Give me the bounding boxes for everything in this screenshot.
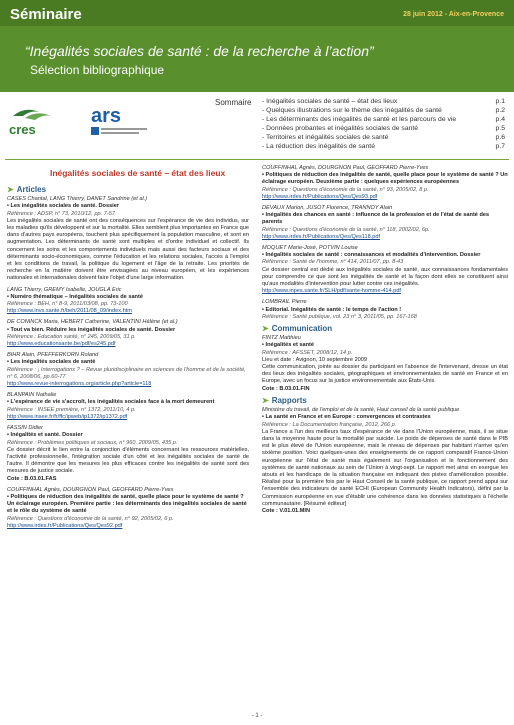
- entry-cote: Cote : B.03.01.FIN: [262, 385, 310, 392]
- list-item: [262, 299, 508, 321]
- entry-link[interactable]: http://www.irdes.fr/Publications/Qes/Qes93.pdf: [262, 193, 378, 200]
- list-item: [7, 287, 249, 316]
- event-date: 28 juin 2012 - Aix-en-Provence: [403, 11, 504, 18]
- entry-authors: BLANPAIN Nathalie: [7, 392, 57, 399]
- entry-title: • Tout va bien. Réduire les inégalités sociales de santé. Dossier: [7, 326, 176, 333]
- sommaire-list: [262, 97, 505, 151]
- section-title: Inégalités sociales de santé – état des lieux: [50, 168, 226, 178]
- arrow-icon: ➤: [262, 324, 269, 334]
- entry-authors: CASES Chantal, LANG Thierry, DANET Sandrine (et al.): [7, 196, 148, 203]
- entry-reference: Référence : Questions d'économie de la santé, n° 92, 2005/02, 6 p.: [7, 515, 174, 522]
- toc-item[interactable]: - Inégalités sociales de santé – état des lieux p.1: [262, 98, 505, 105]
- arrow-icon: ➤: [7, 185, 14, 194]
- entry-abstract: Cette communication, jointe au dossier du participant en l'absence de l'intervenant, dresse un état des lieux des inégalités sociales, géographiques et environnementales de santé en France et en Europe, avec un focus sur la justice environnementale aux États-Unis.: [262, 364, 508, 385]
- entry-title: • Les inégalités sociales de santé: [7, 359, 96, 366]
- list-item: [7, 352, 249, 388]
- entry-cote: Cote : B.03.01.FAS: [7, 475, 57, 482]
- list-item: [7, 319, 249, 348]
- toc-item[interactable]: - Données probantes et inégalités sociales de santé p.5: [262, 125, 505, 132]
- right-column: [262, 165, 508, 519]
- toc-item[interactable]: - La réduction des inégalités de santé p.7: [262, 143, 505, 150]
- entry-cote: Cote : V.01.01.MIN: [262, 507, 310, 514]
- entry-reference: Référence : Questions d'économie de la santé, n° 118, 2002/02, 6p.: [262, 226, 430, 233]
- articles-heading: ➤ Articles: [7, 185, 47, 194]
- list-item: [262, 407, 508, 515]
- logos: [5, 100, 165, 144]
- entry-reference: Référence : Santé publique, vol. 23 n° 3, 2011/05, pp. 167-168: [262, 313, 417, 320]
- entry-link[interactable]: http://www.irdes.fr/Publications/Qes/Qes118.pdf: [262, 233, 381, 240]
- entry-reference: Référence : ADSP, n° 73, 2010/12, pp. 7-57: [7, 210, 115, 217]
- entry-title: • Numéro thématique – Inégalités sociales de santé: [7, 293, 143, 300]
- entry-authors: LOMBRAIL Pierre: [262, 299, 307, 306]
- entry-authors: FASSIN Didier: [7, 425, 43, 432]
- list-item: [262, 335, 508, 393]
- entry-title: • Inégalités sociales de santé : connaissances et modalités d'intervention. Dossier: [262, 252, 481, 259]
- arrow-icon: ➤: [262, 395, 269, 405]
- entry-title: • Les inégalités sociales de santé. Dossier: [7, 203, 120, 210]
- entry-title: • Politiques de réduction des inégalités de santé, quelle place pour le système de santé ? Un éclairage européen. Première partie : les déterminants des inégalités sociales de santé et le rôle du système de santé: [7, 493, 247, 515]
- entry-reference: Référence : Santé de l'homme, n° 414, 2011/07, pp. 8-43: [262, 259, 404, 266]
- entry-title: • Editorial. Inégalités de santé : le temps de l'action !: [262, 306, 402, 313]
- entry-link[interactable]: http://www.irdes.fr/Publications/Qes/Qes92.pdf: [7, 522, 123, 529]
- entry-reference: Référence : BEH, n° 8-9, 2011/03/08, pp. 73-100: [7, 301, 128, 308]
- entry-abstract: Ce dossier décrit le lien entre la conjonction d'éléments concernant les ressources matérielles, l'activité professionnelle, l'intégration sociale d'un côté et les inégalités sociales de santé de l'autre. Il démontre que les mesures les plus efficaces contre les inégalités de santé sont des mesures de justice sociale.: [7, 446, 249, 475]
- entry-link[interactable]: http://www.educationsante.be/pdf/es245.pdf: [7, 341, 116, 348]
- divider: [5, 159, 509, 160]
- entry-authors: DEVAUX Marion, JUSOT Florence, TRANNOY Alain: [262, 205, 393, 212]
- entry-title: • Inégalités et santé: [262, 342, 315, 349]
- seminaire-label: Séminaire: [10, 6, 82, 23]
- list-item: [7, 425, 249, 483]
- entry-abstract: La France a l'un des meilleurs taux d'espérance de vie dans l'Union européenne, mais, il se situe dans la moyenne haute pour la mortalité par suicide. Le poids de dépenses de santé dans le PIB est le plus élevé de l'Union européenne, mais le niveau de dépenses par habitant n'arrive qu'en sixième position. Voici quelques-unes des enseignements de ce rapport comparatif France-Union européenne sur l'état de santé mais également sur l'organisation et le fonctionnement des systèmes de santé nationaux au sein de l'Union à vingt-sept. Le rapport met ainsi en exergue les atouts et les handicaps de la situation française en indiquant des pistes d'amélioration possible. Réalisé pour la première fois par le Haut Conseil de la santé publique, ce rapport prend appui sur l'ensemble des indicateurs de santé ECHI (European Community Health Indicators), défini par la Commission européenne en vue d'établir une cohérence dans les données statistiques à l'échelle communautaire. [Résumé éditeur]: [262, 428, 508, 507]
- entry-title: • La santé en France et en Europe : convergences et contrastes: [262, 414, 431, 421]
- entry-reference: Référence : ¡ Interrogations ? – Revue pluridisciplinaire en sciences de l'homme et de la société, n° 6, 2008/06, pp.60-77: [7, 366, 246, 380]
- entry-reference: Référence : La Documentation française, 2012, 266 p.: [262, 421, 397, 428]
- rapports-heading: ➤ Rapports: [262, 395, 307, 405]
- entry-authors: COUFFINHAL Agnès, DOURGNON Paul, GEOFFARD Pierre-Yves: [7, 486, 174, 493]
- ars-logo: [87, 100, 153, 140]
- entry-title: • Politiques de réduction des inégalités de santé, quelle place pour le système de santé ? Un éclairage européen. Deuxième partie : quelques expériences européennes: [262, 172, 508, 186]
- entry-link[interactable]: http://www.revue-interrogations.org/article.php?article=118: [7, 381, 152, 388]
- entry-link[interactable]: http://www.insee.fr/fr/ffc/ipweb/ip1372/ip1372.pdf: [7, 413, 128, 420]
- entry-reference: Référence : AFSSET, 2008/12, 14 p.: [262, 349, 353, 356]
- entry-reference: Référence : Questions d'économie de la santé, n° 93, 2005/02, 8 p.: [262, 186, 429, 193]
- entry-link[interactable]: http://www.invs.sante.fr/beh/2011/08_09/index.htm: [7, 308, 132, 315]
- entry-authors: LANG Thierry, GREMY Isabelle, JOUGLA Eric: [7, 286, 122, 293]
- list-item: [7, 392, 249, 421]
- entry-reference: Référence : Education santé, n° 245, 2009/05, 31 p.: [7, 333, 136, 340]
- list-item: [7, 487, 249, 530]
- entry-reference: Référence : Problèmes politiques et sociaux, n° 960, 2009/05, 435 p.: [7, 439, 178, 446]
- cres-logo: [5, 102, 60, 138]
- entry-authors: BIHR Alain, PFEFFERKORN Roland: [7, 352, 99, 359]
- entry-reference: Référence : INSEE première, n° 1372, 2011/10, 4 p.: [7, 406, 136, 413]
- entry-abstract: Les inégalités sociales de santé ont des conséquences sur l'espérance de vie des individus, sur les maladies qu'ils développent et sur la mortalité. Elles semblent plus importantes en France que dans d'autres pays européens, touchent plus spécifiquement la population masculine, et sont en augmentation. Les déterminants de santé sont multiples et d'ordre individuel et collectif. Ils concernent les soins et les comportements individuels mais aussi des facteurs sociaux et des déterminants socio-économiques, comme l'éducation et les relations sociales, l'accès à l'emploi et les conditions de travail, la politique du logement et l'âge de la retraite. Les priorités de recherche en la matière doivent être envisagées au niveau européen, et les expériences nationales et internationales doivent faire l'objet d'une large information.: [7, 217, 249, 282]
- list-item: [262, 205, 508, 241]
- cres-logo-text: cres: [9, 122, 36, 137]
- toc-item[interactable]: - Les déterminants des inégalités de santé et les parcours de vie p.4: [262, 116, 505, 123]
- entry-title: • L'espérance de vie s'accroît, les inégalités sociales face à la mort demeurent: [7, 399, 215, 406]
- page-subtitle: Sélection bibliographique: [30, 63, 165, 77]
- entry-authors: DE CONINCK Maria, HEBERT Catherine, VALENTINI Hélène (et al.): [7, 319, 178, 326]
- toc-item[interactable]: - Quelques illustrations sur le thème des inégalités de santé p.2: [262, 107, 505, 114]
- communication-heading: ➤ Communication: [262, 324, 333, 334]
- entry-authors: Ministère du travail, de l'emploi et de la santé, Haut conseil de la santé publique: [262, 407, 460, 414]
- entry-authors: COUFFINHAL Agnès, DOURGNON Paul, GEOFFARD Pierre-Yves: [262, 165, 429, 171]
- left-column: [7, 184, 249, 534]
- entry-link[interactable]: http://www.inpes.sante.fr/SLH/pdf/sante-homme-414.pdf: [262, 288, 401, 295]
- page-number: - 1 -: [251, 713, 263, 719]
- sommaire-label: Sommaire: [215, 98, 252, 107]
- entry-place: Lieu et date : Avignon, 10 septembre 2009: [262, 356, 368, 363]
- ars-logo-text: ars: [91, 105, 122, 127]
- entry-abstract: Ce dossier central est dédié aux inégalités sociales de santé, aux connaissances fondamentales pour comprendre ce que sont les inégalités de santé et la façon dont elles se constituent ainsi qu'aux modalités d'intervention pour lutter contre ces inégalités.: [262, 266, 508, 288]
- entry-title: • Inégalités et santé. Dossier: [7, 432, 83, 439]
- page-title: “Inégalités sociales de santé : de la recherche à l’action”: [25, 43, 374, 59]
- entry-title: • Inégalités des chances en santé : influence de la profession et de l'état de santé des parents: [262, 212, 490, 226]
- list-item: [262, 165, 508, 201]
- entry-authors: MOQUET Marie-José, POTVIN Louise: [262, 245, 358, 252]
- header-banner: [0, 0, 514, 92]
- entry-authors: FINTZ Matthieu: [262, 335, 301, 342]
- list-item: [7, 196, 249, 282]
- toc-item[interactable]: - Territoires et inégalités sociales de santé p.6: [262, 134, 505, 141]
- list-item: [262, 245, 508, 295]
